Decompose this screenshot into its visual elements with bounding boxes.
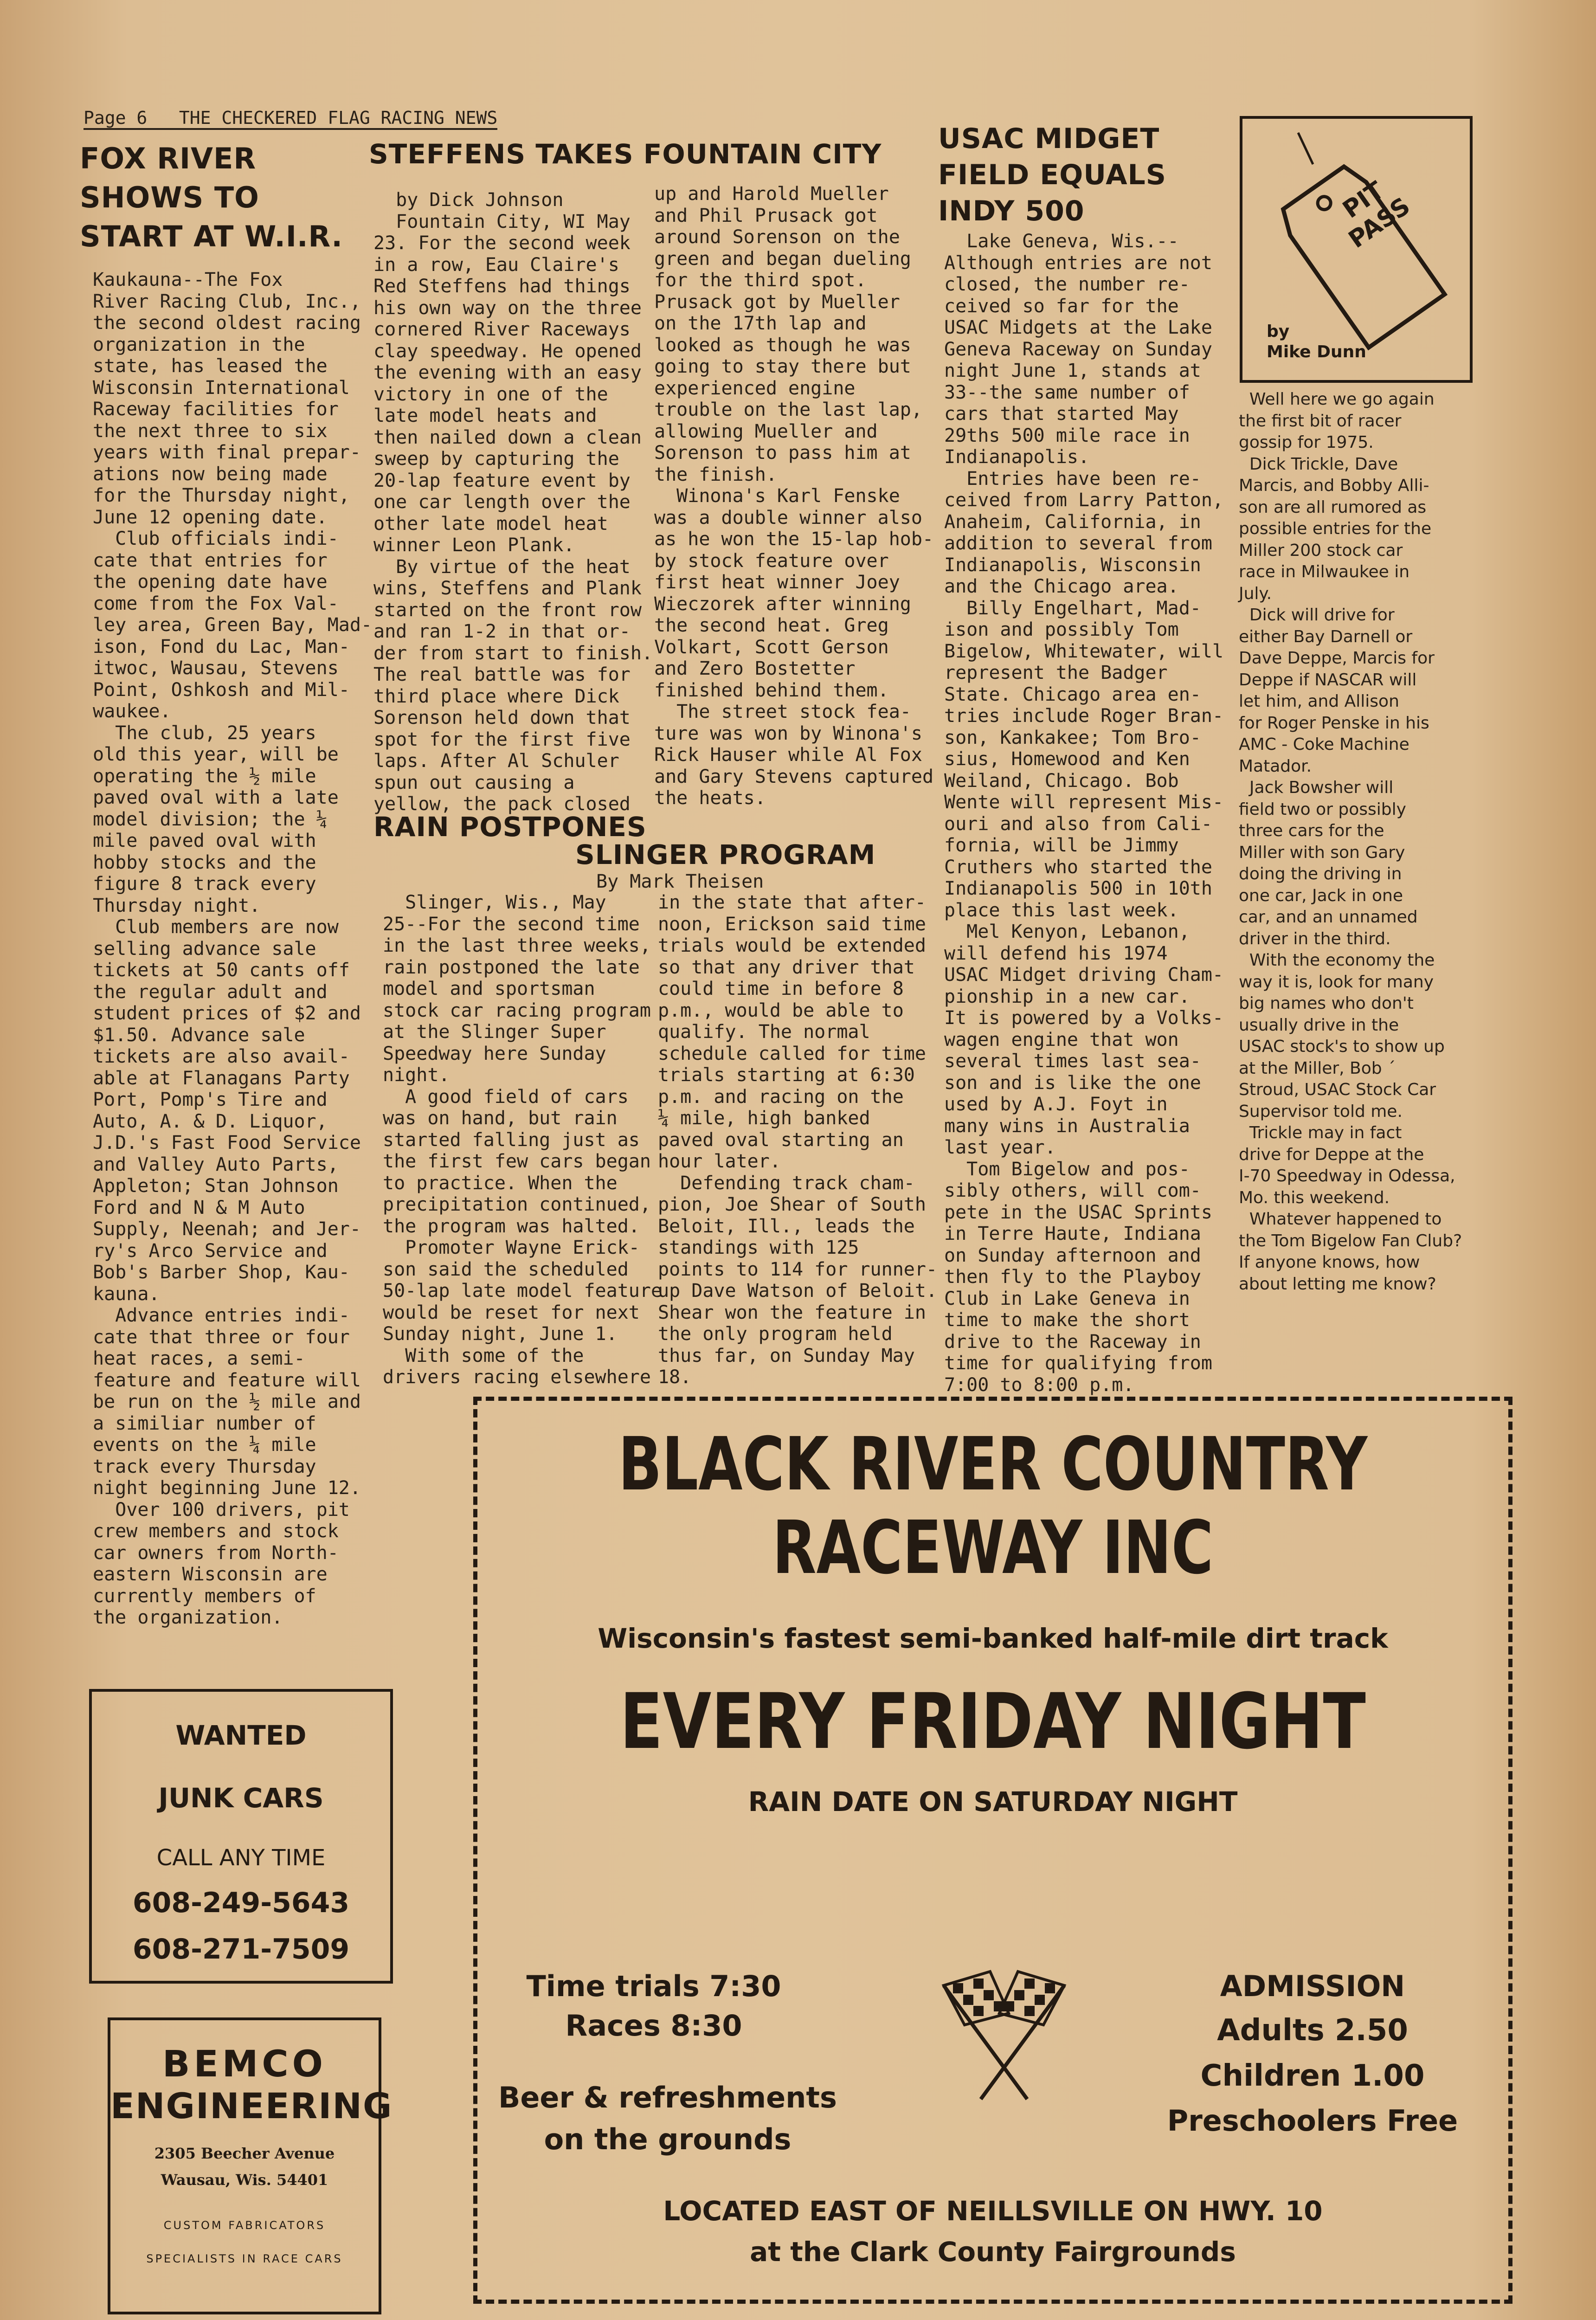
- bemco-ad: [108, 2017, 393, 2314]
- checkered-flags-icon: [920, 1967, 1088, 2106]
- usac-body: Lake Geneva, Wis.-- Although entries are not closed, the number re- ceived so far for the USAC Midgets at the Lake Geneva Raceway on Sunday night June 1, stands at 33--the same number of cars that started May 29ths 500 mile race in Indianapolis. Entries have been re- ceived from Larry Patton, Anaheim, California, in addition to several from Indianapolis, Wisconsin and the Chicago area. Billy Engelhart, Mad- ison and possibly Tom Bigelow, Whitewater, will represent the Badger State. Chicago area en- tries include Roger Bran- son, Kankakee; Tom Bro- sius, Homewood and Ken Weiland, Chicago. Bob Wente will represent Mis- ouri and also from Cali- fornia, will be Jimmy Cruthers who started the Indianapolis 500 in 10th place this last week. Mel Kenyon, Lebanon, will defend his 1974 USAC Midget driving Cham- pionship in a new car. It is powered by a Volks- wagen engine that won several times last sea- son and is like the one used by A.J. Foyt in many wins in Australia last year. Tom Bigelow and pos- sibly others, will com- pete in the USAC Sprints in Terre Haute, Indiana on Sunday afternoon and then fly to the Playboy Club in Lake Geneva in time to make the short drive to the Raceway in time for qualifying from 7:00 to 8:00 p.m.: [944, 231, 1224, 1396]
- bemco-address-2: Wausau, Wis. 54401: [161, 2171, 328, 2189]
- raceway-beer: Beer & refreshments: [498, 2081, 837, 2114]
- raceway-location: LOCATED EAST OF NEILLSVILLE ON HWY. 10: [663, 2195, 1323, 2227]
- slinger-byline: By Mark Theisen: [596, 871, 764, 892]
- junk-call: CALL ANY TIME: [156, 1845, 326, 1871]
- raceway-time-trials: Time trials 7:30: [526, 1969, 781, 2003]
- steffens-col2: up and Harold Mueller and Phil Prusack got around Sorenson on the green and began dueling for the third spot. Prusack got by Mueller on the 17th lap and looked as though he was going to stay there but experienced engine trouble on the last lap, allowing Mueller and Sorenson to pass him at the finish. Winona's Karl Fenske was a double winner also as he won the 15-lap hob- by stock feature over first heat winner Joey Wieczorek after winning the second heat. Greg Volkart, Scott Gerson and Zero Bostetter finished behind them. The street stock fea- ture was won by Winona's Rick Hauser while Al Fox and Gary Stevens captured the heats.: [654, 183, 934, 809]
- slinger-headline-2: SLINGER PROGRAM: [575, 839, 876, 870]
- raceway-admission-title: ADMISSION: [1220, 1969, 1405, 2003]
- bemco-tag-1: CUSTOM FABRICATORS: [163, 2219, 326, 2232]
- slinger-col2: in the state that after- noon, Erickson said time trials would be extended so that any driver that could time in before 8 p.m., would be able to qualify. The normal schedule called for time trials starting at 6:30 p.m. and racing on the ¼ mile, high banked paved oval starting an hour later. Defending track cham- pion, Joe Shear of South Beloit, Ill., leads the standings with 125 points to 114 for runner- up Dave Watson of Beloit. Shear won the feature in the only program held thus far, on Sunday May 18.: [658, 892, 938, 1388]
- raceway-ad: [473, 1397, 1512, 2304]
- usac-headline: USAC MIDGET FIELD EQUALS INDY 500: [938, 122, 1166, 227]
- slinger-col1: Slinger, Wis., May 25--For the second time in the last three weeks, rain postponed the late model and sportsman stock car racing program at the Slinger Super Speedway here Sunday night. A good field of cars was on hand, but rain started falling just as the first few cars began to practice. When the precipitation continued, the program was halted. Promoter Wayne Erick- son said the scheduled 50-lap late model feature would be reset for next Sunday night, June 1. With some of the drivers racing elsewhere: [383, 892, 663, 1388]
- pit-pass-by: by: [1267, 322, 1290, 341]
- raceway-admission-children: Children 1.00: [1200, 2059, 1425, 2093]
- pit-pass-author: Mike Dunn: [1267, 342, 1366, 361]
- raceway-races-time: Races 8:30: [565, 2009, 742, 2043]
- raceway-beer-2: on the grounds: [544, 2122, 792, 2156]
- junk-phone-2: 608-271-7509: [132, 1933, 350, 1966]
- running-head: Page 6 THE CHECKERED FLAG RACING NEWS: [84, 108, 497, 130]
- junk-cars-ad: [89, 1689, 393, 1984]
- bemco-tag-2: SPECIALISTS IN RACE CARS: [146, 2252, 343, 2265]
- raceway-fairgrounds: at the Clark County Fairgrounds: [750, 2236, 1236, 2268]
- junk-phone-1: 608-249-5643: [132, 1887, 350, 1919]
- raceway-title-2: RACEWAY INC: [772, 1505, 1214, 1591]
- pit-pass-tag-text: PIT PASS: [1338, 176, 1416, 254]
- pit-pass-logo: [1240, 116, 1473, 383]
- raceway-rain-date: RAIN DATE ON SATURDAY NIGHT: [748, 1786, 1238, 1817]
- raceway-admission-preschool: Preschoolers Free: [1167, 2104, 1458, 2138]
- pit-pass-body: Well here we go again the first bit of racer gossip for 1975. Dick Trickle, Dave Marcis, and Bobby Alli- son are all rumored as possible entries for the Miller 200 stock car race in Milwaukee in July. Dick will drive for either Bay Darnell or Dave Deppe, Marcis for Deppe if NASCAR will let him, and Allison for Roger Penske in his AMC - Coke Machine Matador. Jack Bowsher will field two or possibly three cars for the Miller with son Gary doing the driving in one car, Jack in one car, and an unnamed driver in the third. With the economy the way it is, look for many big names who don't usually drive in the USAC stock's to show up at the Miller, Bob ´ Stroud, USAC Stock Car Supervisor told me. Trickle may in fact drive for Deppe at the I-70 Speedway in Odessa, Mo. this weekend. Whatever happened to the Tom Bigelow Fan Club? If anyone knows, how about letting me know?: [1239, 390, 1462, 1294]
- bemco-name-1: BEMCO: [162, 2043, 327, 2085]
- raceway-subtitle: Wisconsin's fastest semi-banked half-mile dirt track: [598, 1623, 1388, 1654]
- junk-wanted: WANTED: [175, 1720, 307, 1751]
- junk-cars-text: JUNK CARS: [158, 1782, 324, 1814]
- raceway-title-1: BLACK RIVER COUNTRY: [618, 1422, 1368, 1507]
- bemco-address-1: 2305 Beecher Avenue: [154, 2145, 335, 2162]
- steffens-col1: by Dick Johnson Fountain City, WI May 23. For the second week in a row, Eau Claire's Red Steffens had things his own way on the three cornered River Raceways clay speedway. He opened the evening with an easy victory in one of the late model heats and then nailed down a clean sweep by capturing the 20-lap feature event by one car length over the other late model heat winner Leon Plank. By virtue of the heat wins, Steffens and Plank started on the front row and ran 1-2 in that or- der from start to finish. The real battle was for third place where Dick Sorenson held down that spot for the first five laps. After Al Schuler spun out causing a yellow, the pack closed: [373, 189, 653, 815]
- steffens-headline: STEFFENS TAKES FOUNTAIN CITY: [369, 138, 882, 170]
- raceway-admission-adults: Adults 2.50: [1217, 2013, 1408, 2048]
- raceway-every-friday: EVERY FRIDAY NIGHT: [620, 1677, 1366, 1766]
- fox-river-body: Kaukauna--The Fox River Racing Club, Inc., the second oldest racing organization in the state, has leased the Wisconsin International Raceway facilities for the next three to six years with final prepar- ations now being made for the Thursday night, June 12 opening date. Club officials indi- cate that entries for the opening date have come from the Fox Val- ley area, Green Bay, Mad- ison, Fond du Lac, Man- itwoc, Wausau, Stevens Point, Oshkosh and Mil- waukee. The club, 25 years old this year, will be operating the ½ mile paved oval with a late model division; the ¼ mile paved oval with hobby stocks and the figure 8 track every Thursday night. Club members are now selling advance sale tickets at 50 cants off the regular adult and student prices of $2 and $1.50. Advance sale tickets are also avail- able at Flanagans Party Port, Pomp's Tire and Auto, A. & D. Liquor, J.D.'s Fast Food Service and Valley Auto Parts, Appleton; Stan Johnson Ford and N & M Auto Supply, Neenah; and Jer- ry's Arco Service and Bob's Barber Shop, Kau- kauna. Advance entries indi- cate that three or four heat races, a semi- feature and feature will be run on the ½ mile and a similiar number of events on the ¼ mile track every Thursday night beginning June 12. Over 100 drivers, pit crew members and stock car owners from North- eastern Wisconsin are currently members of the organization.: [93, 269, 373, 1628]
- bemco-name-2: ENGINEERING: [110, 2085, 393, 2127]
- slinger-headline-1: RAIN POSTPONES: [373, 811, 647, 843]
- fox-river-headline: FOX RIVER SHOWS TO START AT W.I.R.: [80, 142, 343, 253]
